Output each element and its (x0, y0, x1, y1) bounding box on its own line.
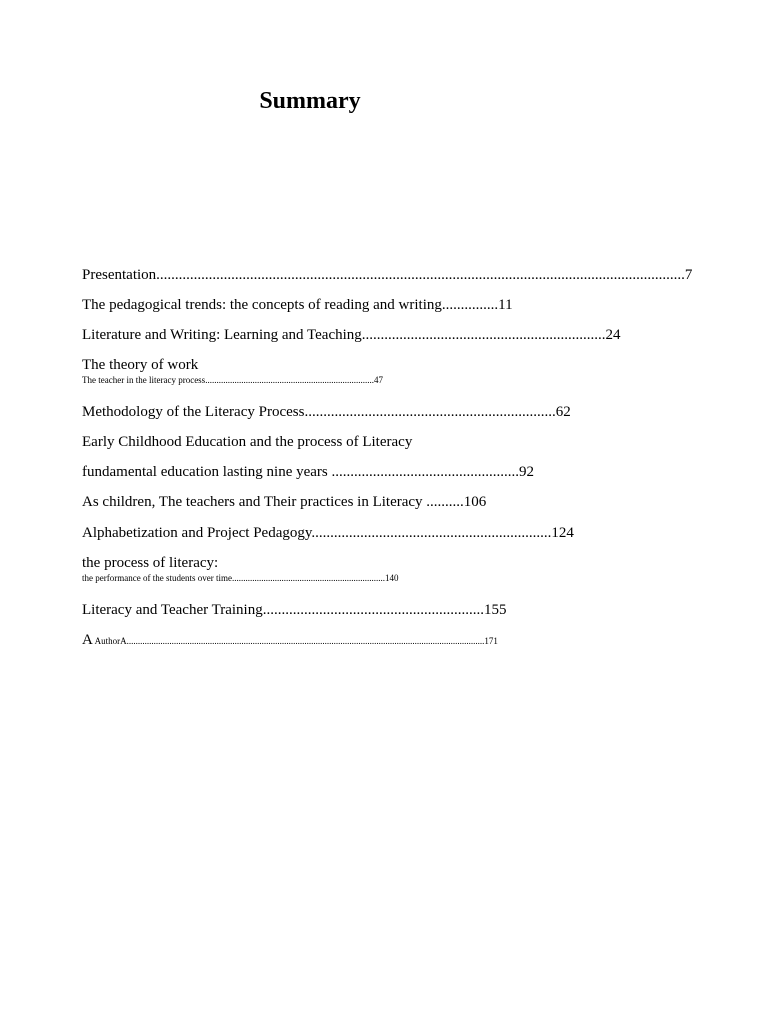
toc-entry-early-childhood: Early Childhood Education and the process of Literacy (82, 434, 413, 450)
toc-entry-methodology: Methodology of the Literacy Process...................................................................62 (82, 404, 571, 420)
toc-entry-process-of-literacy: the process of literacy: (82, 555, 219, 571)
toc-entry-author (82, 632, 498, 648)
toc-entry-theory-of-work: The theory of work (82, 357, 199, 373)
toc-entry-pedagogical-trends: The pedagogical trends: the concepts of reading and writing...............11 (82, 297, 513, 313)
author-label: AuthorA...............................................................................................................................................................171 (92, 636, 498, 646)
toc-entry-presentation: Presentation.............................................................................................................................................7 (82, 267, 693, 283)
toc-subentry-teacher-literacy-process: The teacher in the literacy process...........................................................................47 (82, 375, 383, 385)
toc-entry-teacher-training: Literacy and Teacher Training...........................................................155 (82, 602, 507, 618)
page-title: Summary (259, 88, 361, 114)
author-initial: A (82, 632, 93, 648)
toc-entry-children-teachers: As children, The teachers and Their practices in Literacy ..........106 (82, 494, 487, 510)
toc-subentry-student-performance: the performance of the students over time....................................................................140 (82, 573, 399, 583)
toc-entry-alphabetization: Alphabetization and Project Pedagogy................................................................124 (82, 525, 574, 541)
toc-entry-fundamental-education: fundamental education lasting nine years ..................................................92 (82, 464, 534, 480)
toc-entry-literature-and-writing: Literature and Writing: Learning and Teaching.................................................................24 (82, 327, 621, 343)
